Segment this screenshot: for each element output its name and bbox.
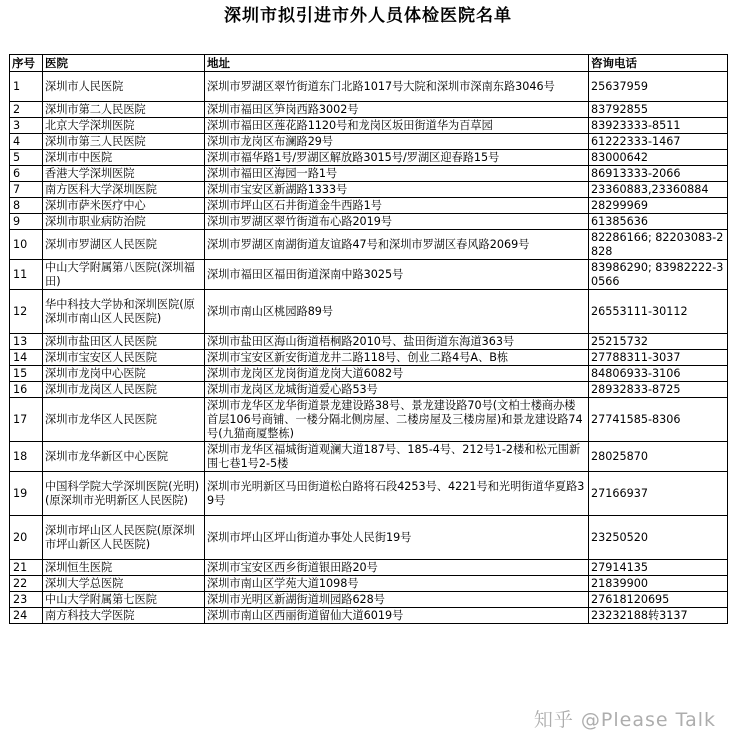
- row-phone: 83923333-8511: [589, 118, 728, 134]
- row-no: 23: [10, 592, 43, 608]
- row-address: 深圳市南山区桃园路89号: [205, 290, 589, 334]
- row-phone: 28932833-8725: [589, 382, 728, 398]
- table-row: [10, 442, 728, 472]
- row-no: 9: [10, 214, 43, 230]
- row-hospital: 深圳市盐田区人民医院: [43, 334, 205, 350]
- row-address: 深圳市福田区福田街道深南中路3025号: [205, 260, 589, 290]
- row-hospital: 深圳市第三人民医院: [43, 134, 205, 150]
- row-address: 深圳市盐田区海山街道梧桐路2010号、盐田街道东海道363号: [205, 334, 589, 350]
- row-no: 13: [10, 334, 43, 350]
- row-hospital: 深圳市罗湖区人民医院: [43, 230, 205, 260]
- row-address: 深圳市福田区笋岗西路3002号: [205, 102, 589, 118]
- row-hospital: 深圳市龙华新区中心医院: [43, 442, 205, 472]
- header-address: 地址: [205, 55, 589, 72]
- row-no: 4: [10, 134, 43, 150]
- row-no: 19: [10, 472, 43, 516]
- table-row: [10, 102, 728, 118]
- row-hospital: 深圳市坪山区人民医院(原深圳市坪山新区人民医院): [43, 516, 205, 560]
- table-body: [10, 72, 728, 624]
- table-row: [10, 72, 728, 102]
- row-phone: 83986290; 83982222-30566: [589, 260, 728, 290]
- row-address: 深圳市龙华区龙华街道景龙建设路38号、景龙建设路70号(文柏士楼商办楼首层106号商铺、一楼分隔北侧房屋、二楼房屋及三楼房屋)和景龙建设路74号(九猫商厦整栋): [205, 398, 589, 442]
- row-address: 深圳市南山区西丽街道留仙大道6019号: [205, 608, 589, 624]
- row-phone: 23250520: [589, 516, 728, 560]
- row-hospital: 深圳市中医院: [43, 150, 205, 166]
- row-no: 20: [10, 516, 43, 560]
- table-row: [10, 118, 728, 134]
- table-row: [10, 382, 728, 398]
- row-hospital: 北京大学深圳医院: [43, 118, 205, 134]
- row-address: 深圳市宝安区新安街道龙井二路118号、创业二路4号A、B栋: [205, 350, 589, 366]
- table-row: [10, 334, 728, 350]
- row-phone: 27741585-8306: [589, 398, 728, 442]
- row-address: 深圳市宝安区新湖路1333号: [205, 182, 589, 198]
- row-phone: 27618120695: [589, 592, 728, 608]
- row-address: 深圳市龙岗区龙城街道爱心路53号: [205, 382, 589, 398]
- row-no: 15: [10, 366, 43, 382]
- row-phone: 25215732: [589, 334, 728, 350]
- row-no: 3: [10, 118, 43, 134]
- row-address: 深圳市罗湖区翠竹街道布心路2019号: [205, 214, 589, 230]
- row-phone: 26553111-30112: [589, 290, 728, 334]
- table-row: [10, 290, 728, 334]
- row-address: 深圳市龙岗区龙岗街道龙岗大道6082号: [205, 366, 589, 382]
- row-phone: 23232188转3137: [589, 608, 728, 624]
- hospital-table: [9, 54, 728, 624]
- row-no: 2: [10, 102, 43, 118]
- table-row: [10, 134, 728, 150]
- row-address: 深圳市福田区莲花路1120号和龙岗区坂田街道华为百草园: [205, 118, 589, 134]
- table-row: [10, 182, 728, 198]
- header-no: 序号: [10, 55, 43, 72]
- table-row: [10, 198, 728, 214]
- row-no: 21: [10, 560, 43, 576]
- row-phone: 27914135: [589, 560, 728, 576]
- table-row: [10, 516, 728, 560]
- row-address: 深圳市龙岗区布澜路29号: [205, 134, 589, 150]
- row-address: 深圳市南山区学苑大道1098号: [205, 576, 589, 592]
- table-row: [10, 592, 728, 608]
- row-no: 14: [10, 350, 43, 366]
- row-hospital: 深圳市龙岗中心医院: [43, 366, 205, 382]
- table-row: [10, 472, 728, 516]
- row-no: 11: [10, 260, 43, 290]
- row-address: 深圳市罗湖区南湖街道友谊路47号和深圳市罗湖区春风路2069号: [205, 230, 589, 260]
- table-row: [10, 230, 728, 260]
- row-hospital: 深圳市宝安区人民医院: [43, 350, 205, 366]
- row-hospital: 深圳市龙华区人民医院: [43, 398, 205, 442]
- row-no: 6: [10, 166, 43, 182]
- table-row: [10, 260, 728, 290]
- row-phone: 61222333-1467: [589, 134, 728, 150]
- row-hospital: 深圳大学总医院: [43, 576, 205, 592]
- row-address: 深圳市福田区海园一路1号: [205, 166, 589, 182]
- table-row: [10, 398, 728, 442]
- table-row: [10, 366, 728, 382]
- row-phone: 25637959: [589, 72, 728, 102]
- row-address: 深圳市罗湖区翠竹街道东门北路1017号大院和深圳市深南东路3046号: [205, 72, 589, 102]
- row-address: 深圳市宝安区西乡街道银田路20号: [205, 560, 589, 576]
- row-phone: 28299969: [589, 198, 728, 214]
- row-no: 7: [10, 182, 43, 198]
- row-phone: 84806933-3106: [589, 366, 728, 382]
- row-address: 深圳市坪山区石井街道金牛西路1号: [205, 198, 589, 214]
- header-phone: 咨询电话: [589, 55, 728, 72]
- row-phone: 21839900: [589, 576, 728, 592]
- table-row: [10, 576, 728, 592]
- row-hospital: 深圳市人民医院: [43, 72, 205, 102]
- row-phone: 27166937: [589, 472, 728, 516]
- row-phone: 27788311-3037: [589, 350, 728, 366]
- row-no: 22: [10, 576, 43, 592]
- row-no: 24: [10, 608, 43, 624]
- table-row: [10, 560, 728, 576]
- table-row: [10, 214, 728, 230]
- row-hospital: 深圳恒生医院: [43, 560, 205, 576]
- row-phone: 61385636: [589, 214, 728, 230]
- table-header-row: [10, 55, 728, 72]
- row-no: 8: [10, 198, 43, 214]
- row-address: 深圳市光明区新湖街道圳园路628号: [205, 592, 589, 608]
- row-address: 深圳市光明新区马田街道松白路将石段4253号、4221号和光明街道华夏路39号: [205, 472, 589, 516]
- row-hospital: 中山大学附属第八医院(深圳福田): [43, 260, 205, 290]
- page-title: 深圳市拟引进市外人员体检医院名单: [224, 6, 512, 26]
- row-no: 16: [10, 382, 43, 398]
- row-phone: 28025870: [589, 442, 728, 472]
- row-hospital: 中山大学附属第七医院: [43, 592, 205, 608]
- row-no: 10: [10, 230, 43, 260]
- row-phone: 82286166; 82203083-2828: [589, 230, 728, 260]
- row-hospital: 南方医科大学深圳医院: [43, 182, 205, 198]
- table-row: [10, 608, 728, 624]
- row-hospital: 南方科技大学医院: [43, 608, 205, 624]
- table-row: [10, 166, 728, 182]
- table-row: [10, 150, 728, 166]
- row-phone: 23360883,23360884: [589, 182, 728, 198]
- row-hospital: 深圳市职业病防治院: [43, 214, 205, 230]
- row-hospital: 深圳市萨米医疗中心: [43, 198, 205, 214]
- row-no: 1: [10, 72, 43, 102]
- row-hospital: 华中科技大学协和深圳医院(原深圳市南山区人民医院): [43, 290, 205, 334]
- row-hospital: 中国科学院大学深圳医院(光明)(原深圳市光明新区人民医院): [43, 472, 205, 516]
- row-address: 深圳市福华路1号/罗湖区解放路3015号/罗湖区迎春路15号: [205, 150, 589, 166]
- row-address: 深圳市坪山区坪山街道办事处人民街19号: [205, 516, 589, 560]
- row-phone: 86913333-2066: [589, 166, 728, 182]
- row-hospital: 深圳市龙岗区人民医院: [43, 382, 205, 398]
- row-phone: 83792855: [589, 102, 728, 118]
- row-address: 深圳市龙华区福城街道观澜大道187号、185-4号、212号1-2楼和松元围新围七巷1号2-5楼: [205, 442, 589, 472]
- header-hospital: 医院: [43, 55, 205, 72]
- row-phone: 83000642: [589, 150, 728, 166]
- watermark: 知乎 @Please Talk: [533, 709, 716, 731]
- table-row: [10, 350, 728, 366]
- row-no: 17: [10, 398, 43, 442]
- row-no: 5: [10, 150, 43, 166]
- row-hospital: 香港大学深圳医院: [43, 166, 205, 182]
- row-no: 12: [10, 290, 43, 334]
- row-no: 18: [10, 442, 43, 472]
- row-hospital: 深圳市第二人民医院: [43, 102, 205, 118]
